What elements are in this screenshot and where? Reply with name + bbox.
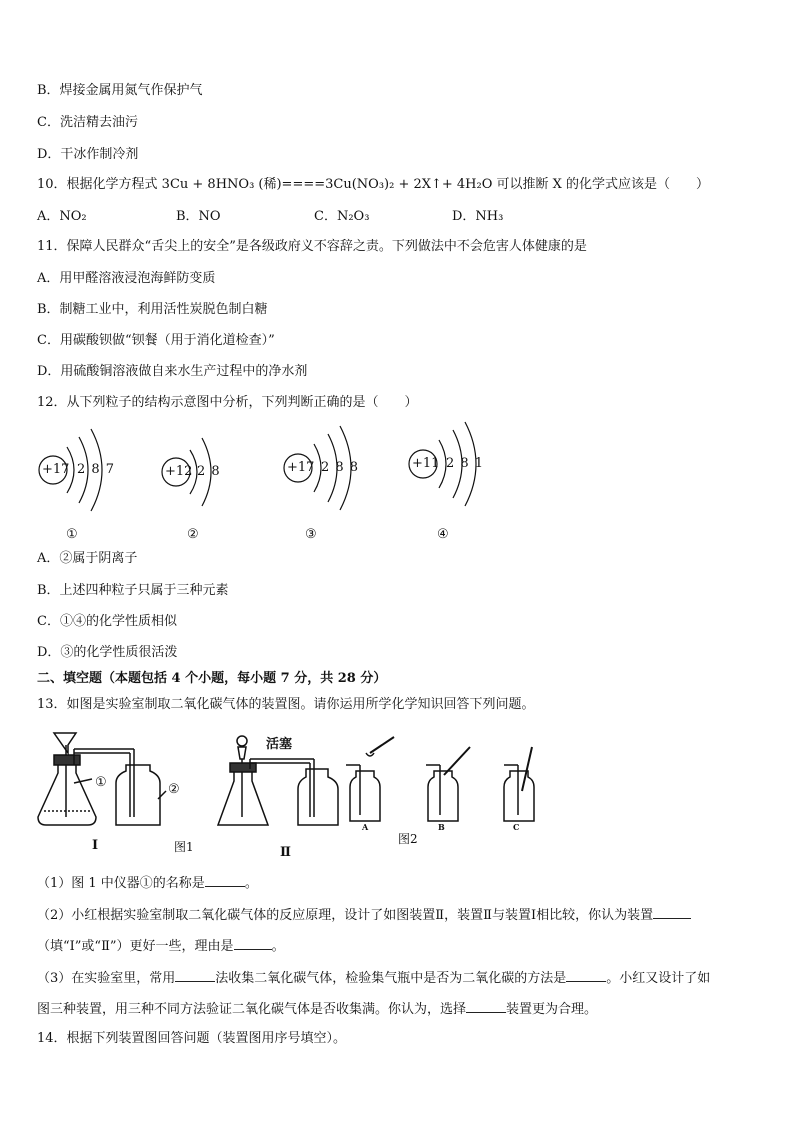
q13-part3-text: （3）在实验室里，常用 xyxy=(37,971,176,986)
q9-option-c: C．洗洁精去油污 xyxy=(37,115,138,130)
q13-part1-blank[interactable] xyxy=(205,873,245,887)
particle-2-nucleus: +12 xyxy=(165,464,193,479)
q11-stem: 11．保障人民群众“舌尖上的安全”是各级政府义不容辞之责。下列做法中不会危害人体健康的是 xyxy=(37,239,587,254)
particle-1-label: ① xyxy=(66,527,78,542)
q13-part3-line1 xyxy=(37,968,710,988)
q13-stem: 13．如图是实验室制取二氧化碳气体的装置图。请你运用所学化学知识回答下列问题。 xyxy=(37,697,535,712)
stopcock-label: 活塞 xyxy=(266,737,293,752)
q9-option-b: B．焊接金属用氮气作保护气 xyxy=(37,83,203,98)
fig1-label-1: ① xyxy=(95,775,107,790)
q13-part1 xyxy=(37,873,258,893)
q13-part3-blank-test[interactable] xyxy=(566,968,606,982)
q13-part3-text4: 图三种装置，用三种不同方法验证二氧化碳气体是否收集满。你认为，选择 xyxy=(37,1002,467,1017)
q13-part2-blank-device[interactable] xyxy=(653,905,691,919)
q12-option-d: D．③的化学性质很活泼 xyxy=(37,645,178,660)
q12-option-a: A．②属于阴离子 xyxy=(37,551,138,566)
q10-option-d: D．NH₃ xyxy=(452,209,504,224)
fig1-label-2: ② xyxy=(168,782,180,797)
fig2-label-c: C xyxy=(513,822,520,832)
q13-part2-end: 。 xyxy=(271,939,285,954)
q13-part1-text: （1）图 1 中仪器①的名称是 xyxy=(37,876,205,891)
q13-part2-text2: （填“Ⅰ”或“Ⅱ”）更好一些，理由是 xyxy=(37,939,234,954)
particle-3-label: ③ xyxy=(305,527,317,542)
particle-4-electrons: 2 8 1 xyxy=(446,456,485,471)
q10-option-b: B．NO xyxy=(176,209,221,224)
particle-4-nucleus: +11 xyxy=(412,456,440,471)
q10-option-c: C．N₂O₃ xyxy=(314,209,370,224)
particle-4-label: ④ xyxy=(437,527,449,542)
q13-part3-line2 xyxy=(37,999,597,1019)
q12-option-c: C．①④的化学性质相似 xyxy=(37,614,177,629)
q13-part3-blank-device[interactable] xyxy=(466,999,506,1013)
q13-part2-blank-reason[interactable] xyxy=(234,936,272,950)
q12-stem: 12．从下列粒子的结构示意图中分析，下列判断正确的是（ ） xyxy=(37,395,418,410)
q13-part2-text: （2）小红根据实验室制取二氧化碳气体的反应原理，设计了如图装置Ⅱ，装置Ⅱ与装置Ⅰ相比较，你认为装置 xyxy=(37,908,654,923)
q11-option-b: B．制糖工业中，利用活性炭脱色制白糖 xyxy=(37,302,268,317)
particle-2-label: ② xyxy=(187,527,199,542)
q10-stem: 10．根据化学方程式 3Cu + 8HNO₃ (稀)====3Cu(NO₃)₂ + 2X↑+ 4H₂O 可以推断 X 的化学式应该是（ ） xyxy=(37,177,710,192)
q13-part3-text2: 法收集二氧化碳气体，检验集气瓶中是否为二氧化碳的方法是 xyxy=(215,971,567,986)
q9-option-d: D．干冰作制冷剂 xyxy=(37,147,139,162)
apparatus-ii-label: Ⅱ xyxy=(280,845,291,860)
fig2-caption: 图2 xyxy=(398,832,418,846)
q14-stem: 14．根据下列装置图回答问题（装置图用序号填空）。 xyxy=(37,1031,347,1046)
apparatus-i-label: Ⅰ xyxy=(92,838,99,853)
particle-3-electrons: 2 8 8 xyxy=(321,460,360,475)
section-2-heading: 二、填空题（本题包括 4 个小题，每小题 7 分，共 28 分） xyxy=(37,671,387,686)
q12-option-b: B．上述四种粒子只属于三种元素 xyxy=(37,583,229,598)
particle-2-electrons: 2 8 xyxy=(197,464,221,479)
q13-part3-text3: 。小红又设计了如 xyxy=(606,971,711,986)
q13-part1-end: 。 xyxy=(244,876,258,891)
particle-1-electrons: 2 8 7 xyxy=(77,462,116,477)
q11-option-d: D．用硫酸铜溶液做自来水生产过程中的净水剂 xyxy=(37,364,308,379)
fig2-label-b: B xyxy=(438,822,445,832)
q11-option-c: C．用碳酸钡做“钡餐（用于消化道检查）” xyxy=(37,333,275,348)
q13-part3-end: 装置更为合理。 xyxy=(506,1002,598,1017)
q11-option-a: A．用甲醛溶液浸泡海鲜防变质 xyxy=(37,271,216,286)
q13-part2-line1 xyxy=(37,905,691,925)
particle-3-nucleus: +17 xyxy=(287,460,315,475)
fig2-label-a: A xyxy=(362,822,369,832)
q10-option-a: A．NO₂ xyxy=(37,209,87,224)
q13-part2-line2 xyxy=(37,936,285,956)
fig1-caption: 图1 xyxy=(174,840,194,854)
particle-1-nucleus: +17 xyxy=(42,462,70,477)
q13-part3-blank-method[interactable] xyxy=(175,968,215,982)
